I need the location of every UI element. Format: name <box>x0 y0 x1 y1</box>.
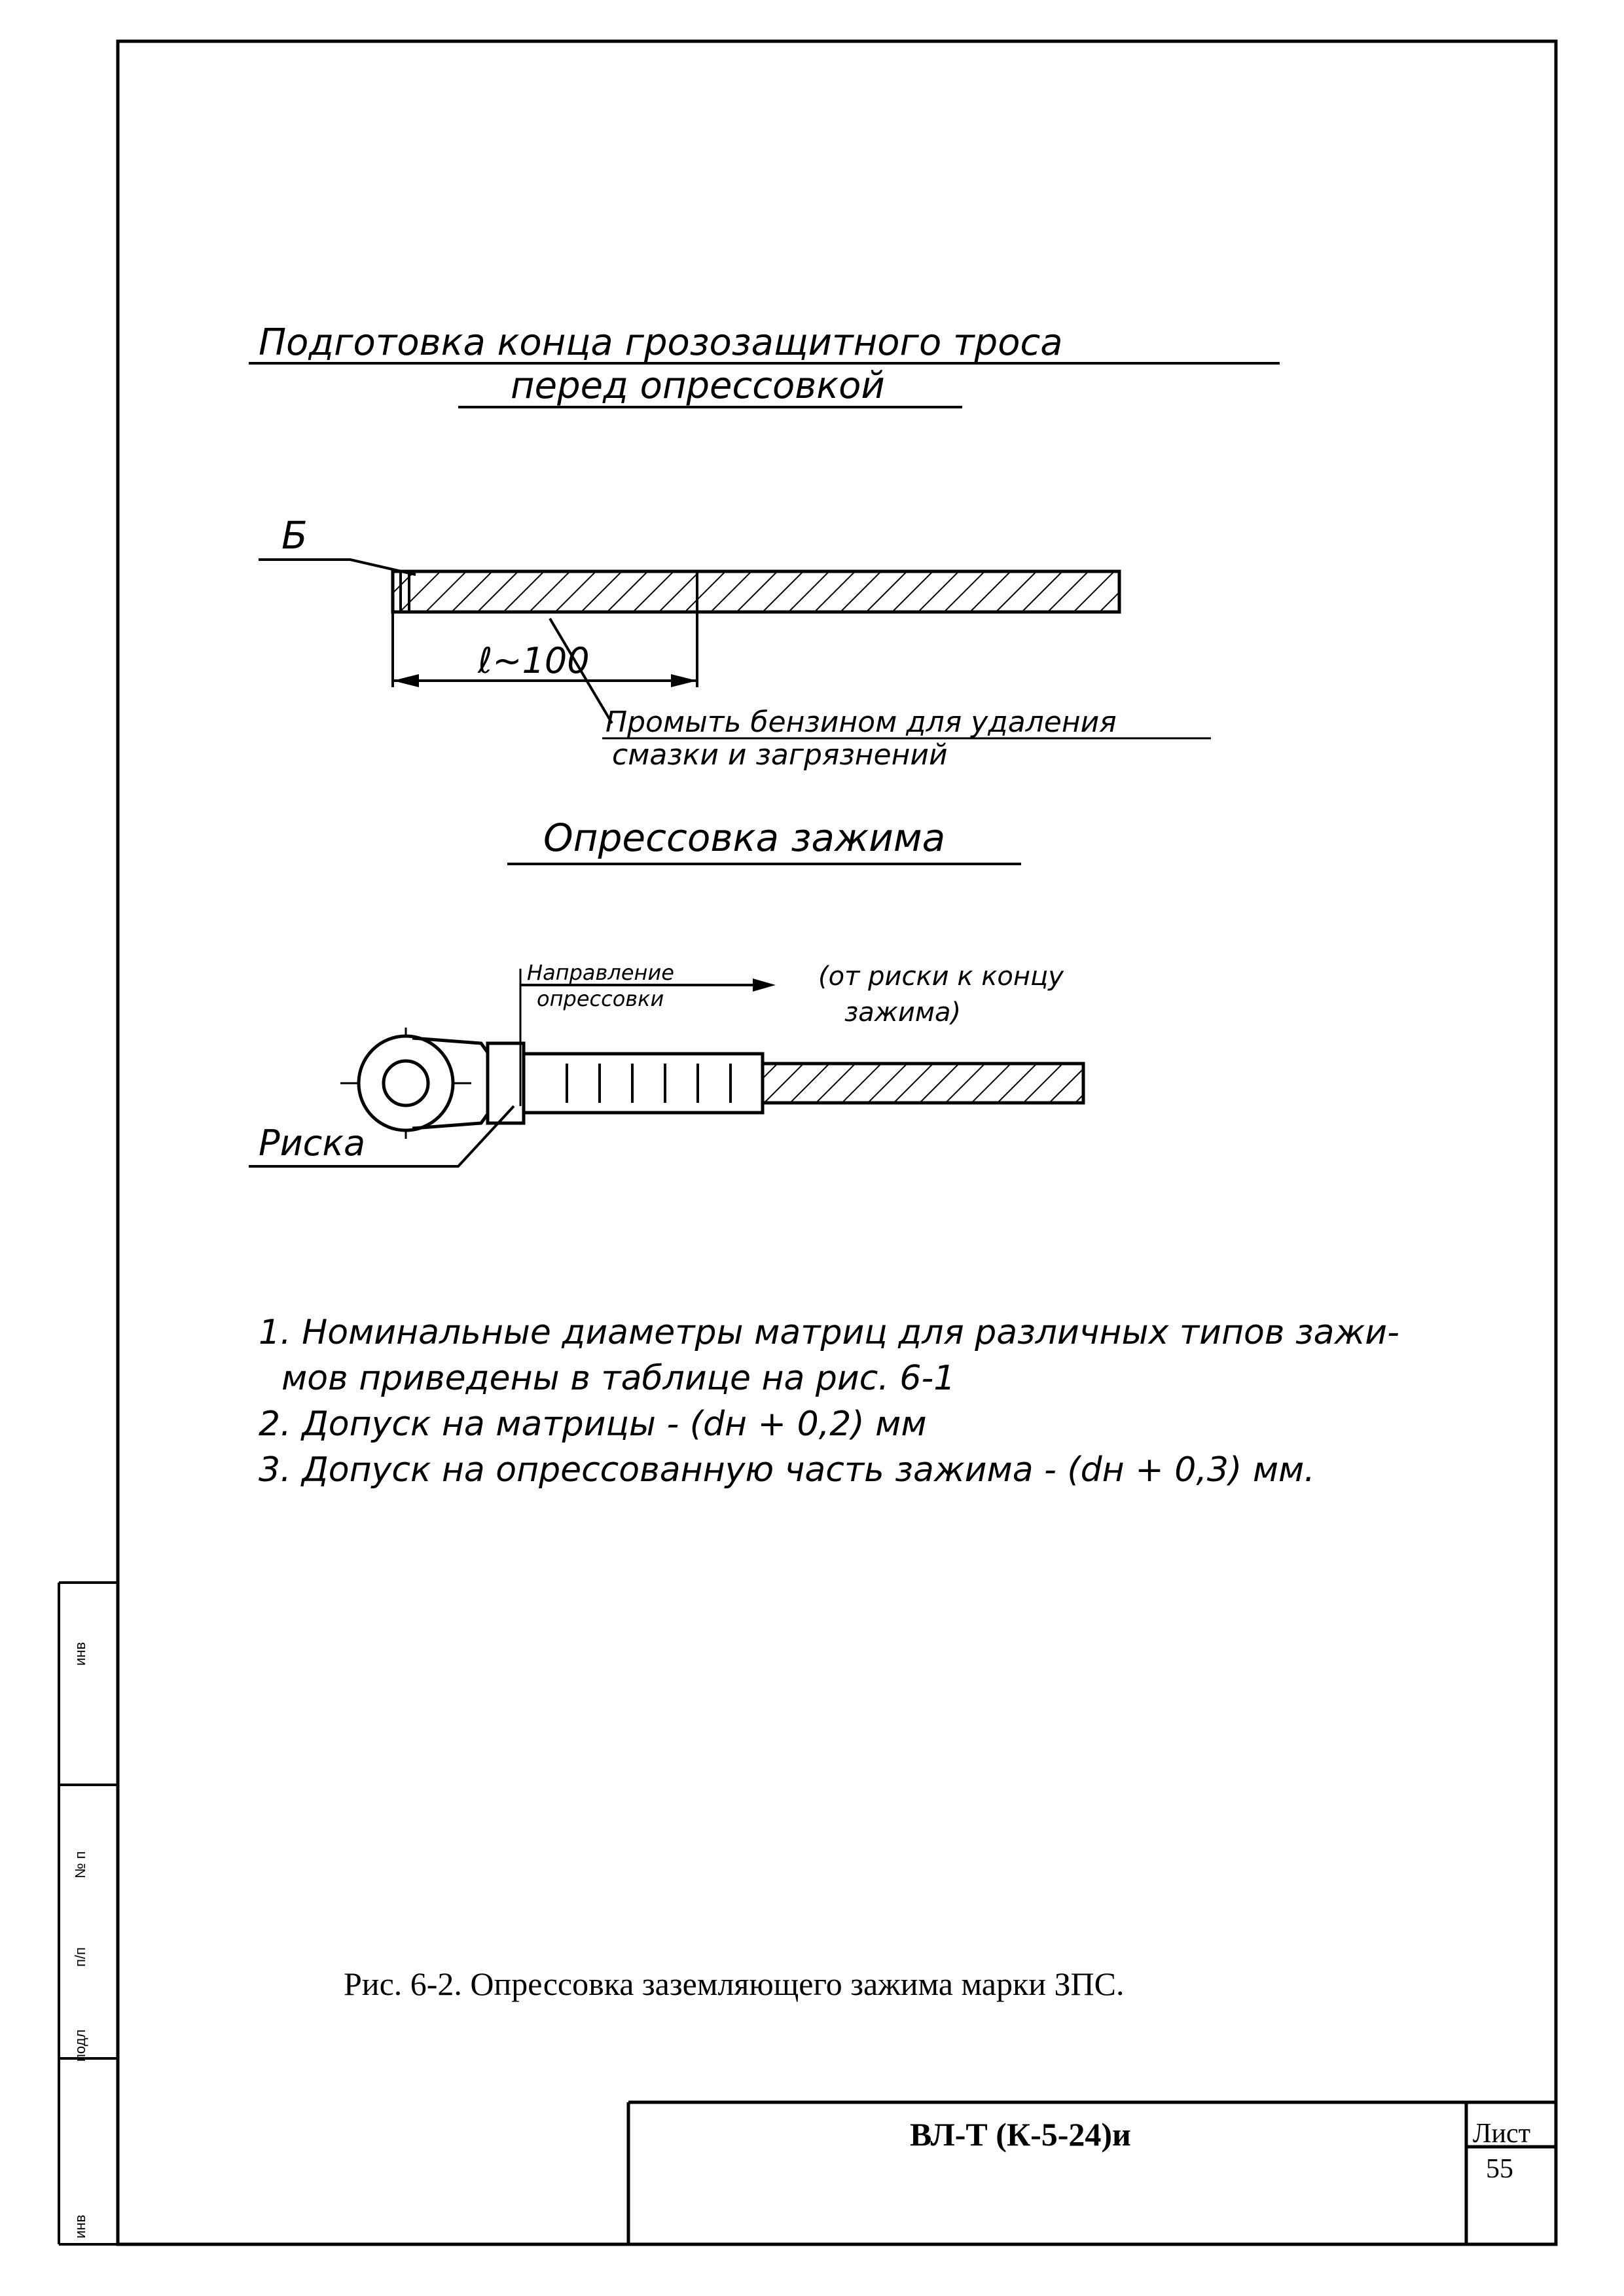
notes-block <box>259 1313 1399 1490</box>
side-stamp-5: инв <box>72 2214 88 2238</box>
side-stamp-3: п/п <box>72 1947 88 1967</box>
section2-title <box>507 816 1021 864</box>
note-wash-line2: смазки и загрязнений <box>612 738 948 772</box>
direction-note-line1: (от риски к концу <box>818 961 1064 992</box>
side-stamp-1: инв <box>72 1641 88 1666</box>
direction-label-line1: Направление <box>527 960 674 985</box>
sheet-number: 55 <box>1486 2154 1513 2184</box>
section1-title-line2: перед опрессовкой <box>511 365 885 407</box>
side-stamp-2: № п <box>72 1851 88 1878</box>
figure-caption: Рис. 6-2. Опрессовка заземляющего зажима марки ЗПС. <box>344 1965 1125 2002</box>
note-2: 2. Допуск на матрицы - (dн + 0,2) мм <box>259 1405 927 1444</box>
document-code: ВЛ-Т (К-5-24)и <box>910 2116 1131 2153</box>
side-stamp-column <box>59 1583 118 2244</box>
note-1-line1: 1. Номинальные диаметры матриц для различных типов зажи- <box>259 1313 1399 1352</box>
side-stamp-4: подл <box>72 2029 88 2062</box>
section1-title-line1: Подготовка конца грозозащитного троса <box>259 321 1063 364</box>
note-wash-line1: Промыть бензином для удаления <box>605 706 1117 739</box>
cable-preparation-drawing <box>259 513 1211 772</box>
direction-note-line2: зажима) <box>844 997 962 1028</box>
risk-label: Риска <box>259 1122 366 1164</box>
sheet-label: Лист <box>1473 2119 1530 2149</box>
dimension-label: ℓ~100 <box>478 640 590 681</box>
clamp-crimping-drawing <box>249 960 1083 1166</box>
note-3: 3. Допуск на опрессованную часть зажима - (dн + 0,3) мм. <box>259 1450 1315 1490</box>
direction-label-line2: опрессовки <box>537 986 664 1011</box>
section1-title <box>249 321 1280 407</box>
note-1-line2: мов приведены в таблице на рис. 6-1 <box>281 1359 956 1398</box>
section2-title-text: Опрессовка зажима <box>543 816 946 860</box>
callout-b-label: Б <box>281 513 308 558</box>
